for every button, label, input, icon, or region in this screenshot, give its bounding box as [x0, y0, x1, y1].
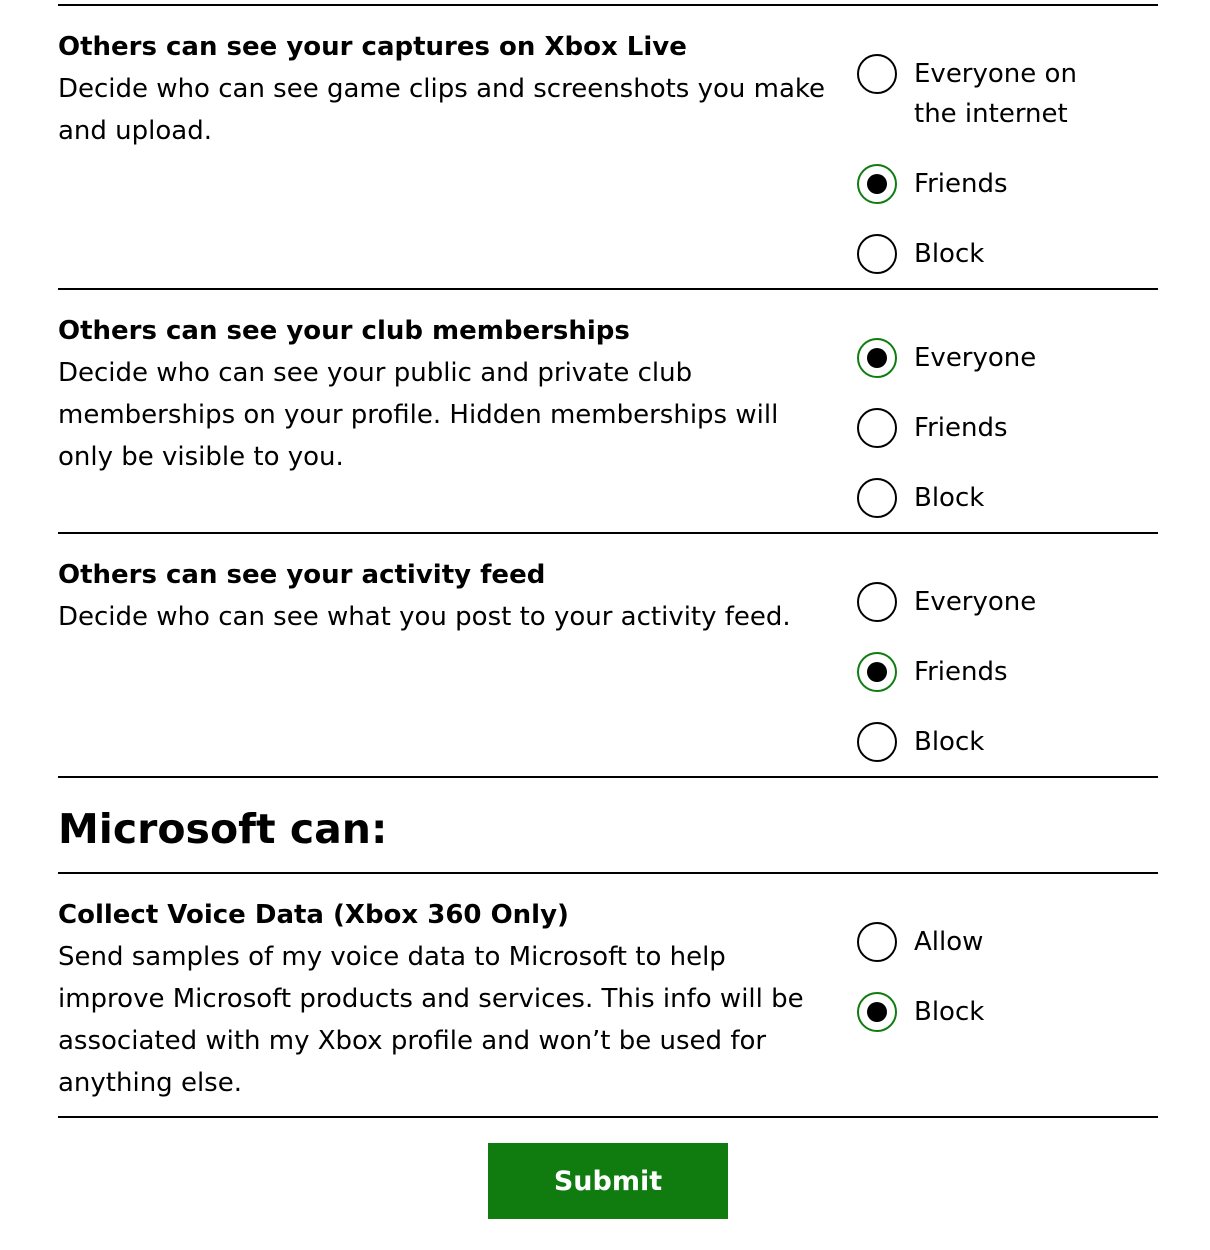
option-label: Friends — [914, 169, 1008, 199]
divider — [58, 776, 1158, 778]
radio-button[interactable] — [857, 54, 897, 94]
captures-description: Decide who can see game clips and screenshots you make and upload. — [58, 74, 826, 146]
option-label: Everyone — [914, 343, 1037, 373]
club-option-block[interactable] — [857, 478, 1114, 518]
activity-feed-title: Others can see your activity feed — [58, 560, 546, 590]
option-label: Block — [914, 483, 985, 513]
feed-option-block[interactable] — [857, 722, 1114, 762]
activity-feed-description: Decide who can see what you post to your activity feed. — [58, 602, 791, 632]
club-option-friends[interactable] — [857, 408, 1114, 448]
microsoft-can-heading: Microsoft can: — [58, 805, 388, 853]
radio-button[interactable] — [857, 922, 897, 962]
divider — [58, 872, 1158, 874]
option-label: Block — [914, 239, 985, 269]
voice-option-block[interactable] — [857, 992, 1114, 1032]
radio-button[interactable] — [857, 722, 897, 762]
captures-option-friends[interactable] — [857, 164, 1114, 204]
submit-button[interactable]: Submit — [488, 1143, 728, 1219]
captures-option-everyone[interactable] — [857, 54, 1114, 134]
divider — [58, 1116, 1158, 1118]
divider — [58, 288, 1158, 290]
radio-selected-dot — [867, 1002, 887, 1022]
option-label: Block — [914, 727, 985, 757]
radio-selected-dot — [867, 662, 887, 682]
option-label: Friends — [914, 657, 1008, 687]
radio-selected-dot — [867, 174, 887, 194]
voice-data-description: Send samples of my voice data to Microsoft to help improve Microsoft products and services. This info will be associated with my Xbox profile and won’t be used for anything else. — [58, 942, 804, 1098]
option-label: Everyone — [914, 587, 1037, 617]
radio-button-selected[interactable] — [857, 338, 897, 378]
captures-title: Others can see your captures on Xbox Live — [58, 32, 687, 62]
club-memberships-description: Decide who can see your public and private club memberships on your profile. Hidden memberships will only be visible to you. — [58, 358, 779, 472]
radio-button-selected[interactable] — [857, 992, 897, 1032]
option-label: Everyone on the internet — [914, 59, 1077, 129]
radio-button-selected[interactable] — [857, 164, 897, 204]
captures-option-block[interactable] — [857, 234, 1114, 274]
radio-button[interactable] — [857, 408, 897, 448]
voice-data-title: Collect Voice Data (Xbox 360 Only) — [58, 900, 569, 930]
radio-button-selected[interactable] — [857, 652, 897, 692]
divider — [58, 532, 1158, 534]
club-memberships-title: Others can see your club memberships — [58, 316, 630, 346]
divider — [58, 4, 1158, 6]
voice-option-allow[interactable] — [857, 922, 1114, 962]
radio-selected-dot — [867, 348, 887, 368]
radio-button[interactable] — [857, 234, 897, 274]
radio-button[interactable] — [857, 478, 897, 518]
feed-option-friends[interactable] — [857, 652, 1114, 692]
option-label: Allow — [914, 927, 984, 957]
option-label: Friends — [914, 413, 1008, 443]
option-label: Block — [914, 997, 985, 1027]
radio-button[interactable] — [857, 582, 897, 622]
club-option-everyone[interactable] — [857, 338, 1114, 378]
feed-option-everyone[interactable] — [857, 582, 1114, 622]
